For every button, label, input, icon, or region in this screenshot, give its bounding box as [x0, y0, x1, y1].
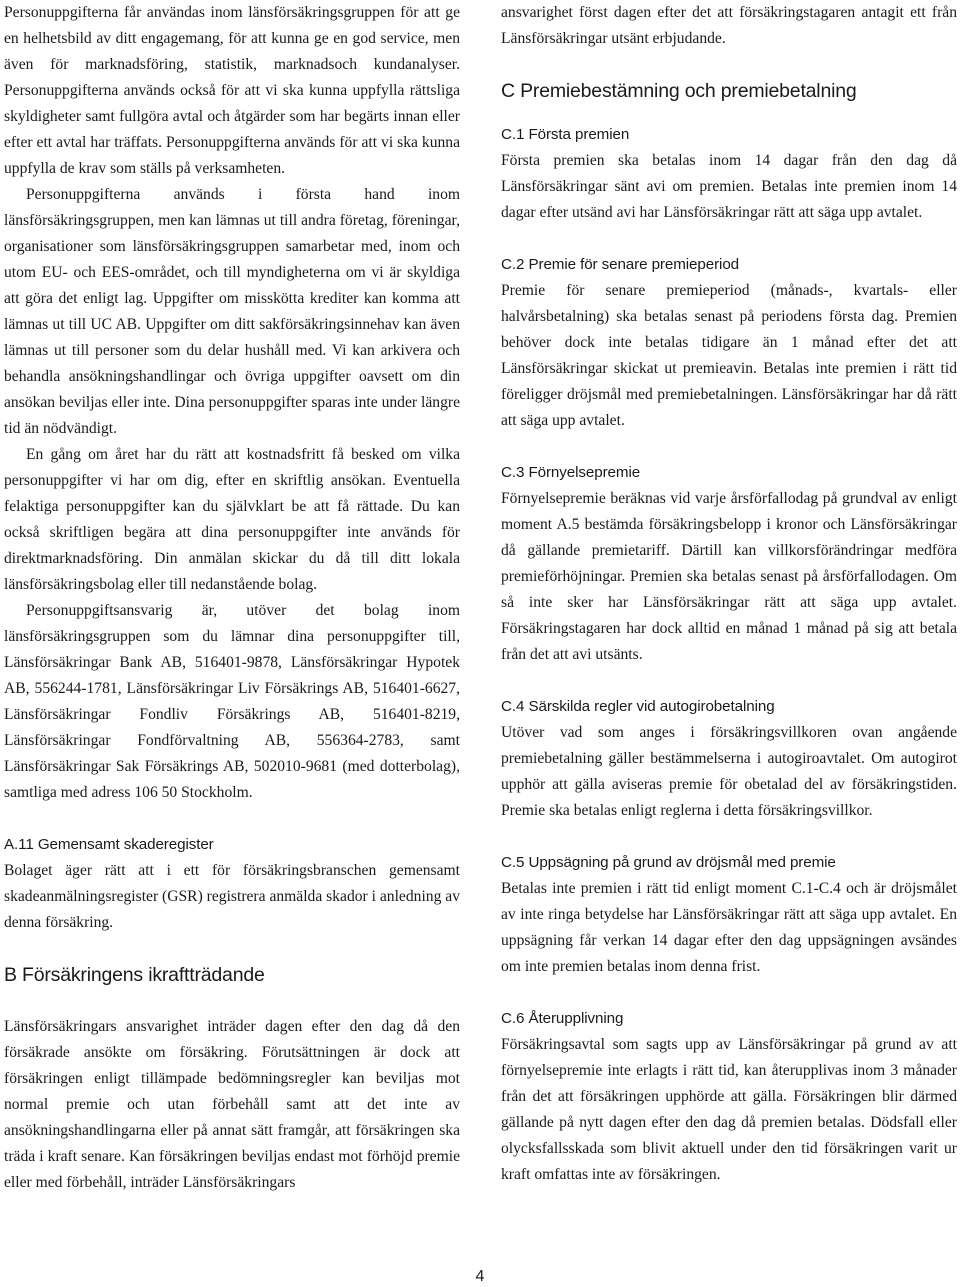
left-column	[4, 0, 460, 1196]
heading-c2: C.2 Premie för senare premieperiod	[501, 256, 740, 273]
paragraph-c6: Försäkringsavtal som sagts upp av Länsförsäkringar på grund av att förnyelsepremie inte erlagts i rätt tid, kan återupplivas inom 3 månader från det att försäkringen upphörde att gälla. Försäkringen blir därmed gällande på nytt dagen efter den dag då premien betalas. Dödsfall eller olycksfallsskada som blivit aktuell under den tid försäkringen varit ur kraft omfattas inte av försäkringen.	[501, 1036, 957, 1183]
paragraph-c5: Betalas inte premien i rätt tid enligt moment C.1-C.4 och är dröjsmålet av inte ringa betydelse har Länsförsäkringar rätt att säga upp avtalet. En uppsägning får verkan 14 dagar efter den dag uppsägningen avsändes om inte premien betalas inom denna frist.	[501, 880, 957, 975]
heading-c4: C.4 Särskilda regler vid autogirobetalning	[501, 698, 775, 715]
paragraph-personal-data-sharing: Personuppgifterna används i första hand inom länsförsäkringsgruppen, men kan lämnas ut till andra företag, föreningar, organisationer som länsförsäkringsgruppen samarbetar med, inom och utom EU- och EES-området, och till myndigheterna om vi är skyldiga att göra det enligt lag. Uppgifter om misskötta krediter kan komma att lämnas ut till UC AB. Uppgifter om ditt sakförsäkringsinnehav kan även lämnas ut till personer som du delar hushåll med. Vi kan arkivera och behandla ansökningshandlingar och övriga uppgifter oavsett om din ansökan beviljas eller inte. Dina personuppgifter sparas inte under längre tid än nödvändigt.	[4, 186, 460, 437]
heading-a11: A.11 Gemensamt skaderegister	[4, 836, 214, 853]
paragraph-data-controllers: Personuppgiftsansvarig är, utöver det bolag inom länsförsäkringsgruppen som du lämnar dina personuppgifter till, Länsförsäkringar Bank AB, 516401-9878, Länsförsäkringar Hypotek AB, 556244-1781, Länsförsäkringar Liv Försäkrings AB, 516401-6627, Länsförsäkringar Fondliv Försäkrings AB, 516401-8219, Länsförsäkringar Fondförvaltning AB, 556364-2783, samt Länsförsäkringar Sak Försäkrings AB, 502010-9681 (med dotterbolag), samtliga med adress 106 50 Stockholm.	[4, 602, 460, 801]
paragraph-a11: Bolaget äger rätt att i ett för försäkringsbranschen gemensamt skadeanmälningsregister (GSR) registrera anmälda skador i anledning av denna försäkring.	[4, 862, 460, 931]
heading-c1: C.1 Första premien	[501, 126, 630, 143]
heading-c3: C.3 Förnyelsepremie	[501, 464, 641, 481]
paragraph-section-b: Länsförsäkringars ansvarighet inträder dagen efter den dag då den försäkrade ansökte om försäkring. Förutsättningen är dock att försäkringen enligt tillämpade bedömningsregler kan beviljas mot normal premie och utan förbehåll samt att det inte av ansökningshandlingarna eller på annat sätt framgår, att försäkringen ska träda i kraft senare. Kan försäkringen beviljas endast mot förhöjd premie eller med förbehåll, inträder Länsförsäkringars	[4, 1018, 460, 1191]
heading-c6: C.6 Återupplivning	[501, 1010, 624, 1027]
right-column	[501, 0, 957, 1188]
paragraph-personal-data-usage: Personuppgifterna får användas inom länsförsäkringsgruppen för att ge en helhetsbild av ditt engagemang, för att kunna ge en god service, men även för marknadsföring, statistik, marknadsoch kundanalyser. Personuppgifterna används också för att vi ska kunna uppfylla rättsliga skyldigheter samt fullgöra avtal och åtgärder som har begärts innan eller efter ett avtal har träffats. Personuppgifterna används för att vi ska kunna uppfylla de krav som ställs på verksamheten.	[4, 4, 460, 177]
paragraph-b-continuation: ansvarighet först dagen efter det att försäkringstagaren antagit ett från Länsförsäkringar utsänt erbjudande.	[501, 4, 957, 47]
heading-section-b: B Försäkringens ikraftträdande	[4, 964, 265, 986]
heading-section-c: C Premiebestämning och premiebetalning	[501, 80, 857, 102]
paragraph-c2: Premie för senare premieperiod (månads-, kvartals- eller halvårsbetalning) ska betalas senast på periodens första dag. Premien behöver dock inte betalas tidigare än 1 månad efter det att Länsförsäkringar skickat ut premieavin. Betalas inte premien i rätt tid föreligger dröjsmål med premiebetalningen. Länsförsäkringar har då rätt att säga upp avtalet.	[501, 282, 957, 429]
paragraph-data-access-rights: En gång om året har du rätt att kostnadsfritt få besked om vilka personuppgifter vi har om dig, efter en skriftlig ansökan. Eventuella felaktiga personuppgifter kan du självklart be att få rättade. Du kan också skriftligen begära att dina personuppgifter inte används för direktmarknadsföring. Din anmälan skickar du då till ditt lokala länsförsäkringsbolag eller till nedanstående bolag.	[4, 446, 460, 593]
heading-c5: C.5 Uppsägning på grund av dröjsmål med premie	[501, 854, 836, 871]
paragraph-c3: Förnyelsepremie beräknas vid varje årsförfallodag på grundval av enligt moment A.5 bestämda försäkringsbelopp i kronor och Länsförsäkringar då gällande premietariff. Därtill kan villkorsförändringar medföra premieförhöjningar. Premien ska betalas senast på årsförfallodagen. Om så inte sker har Länsförsäkringar rätt att säga upp avtalet. Försäkringstagaren har dock alltid en månad 1 månad på sig att betala från det att avi utsänts.	[501, 490, 957, 663]
page-number: 4	[475, 1268, 485, 1285]
paragraph-c1: Första premien ska betalas inom 14 dagar från den dag då Länsförsäkringar sänt avi om premien. Betalas inte premien inom 14 dagar efter utsänd avi har Länsförsäkringar rätt att säga upp avtalet.	[501, 152, 957, 221]
paragraph-c4: Utöver vad som anges i försäkringsvillkoren ovan angående premiebetalning gäller bestämmelserna i autogiroavtalet. Om autogirot upphör att gälla aviseras premie för obetalad del av försäkringstiden. Premie ska betalas enligt reglerna i detta försäkringsvillkor.	[501, 724, 957, 819]
